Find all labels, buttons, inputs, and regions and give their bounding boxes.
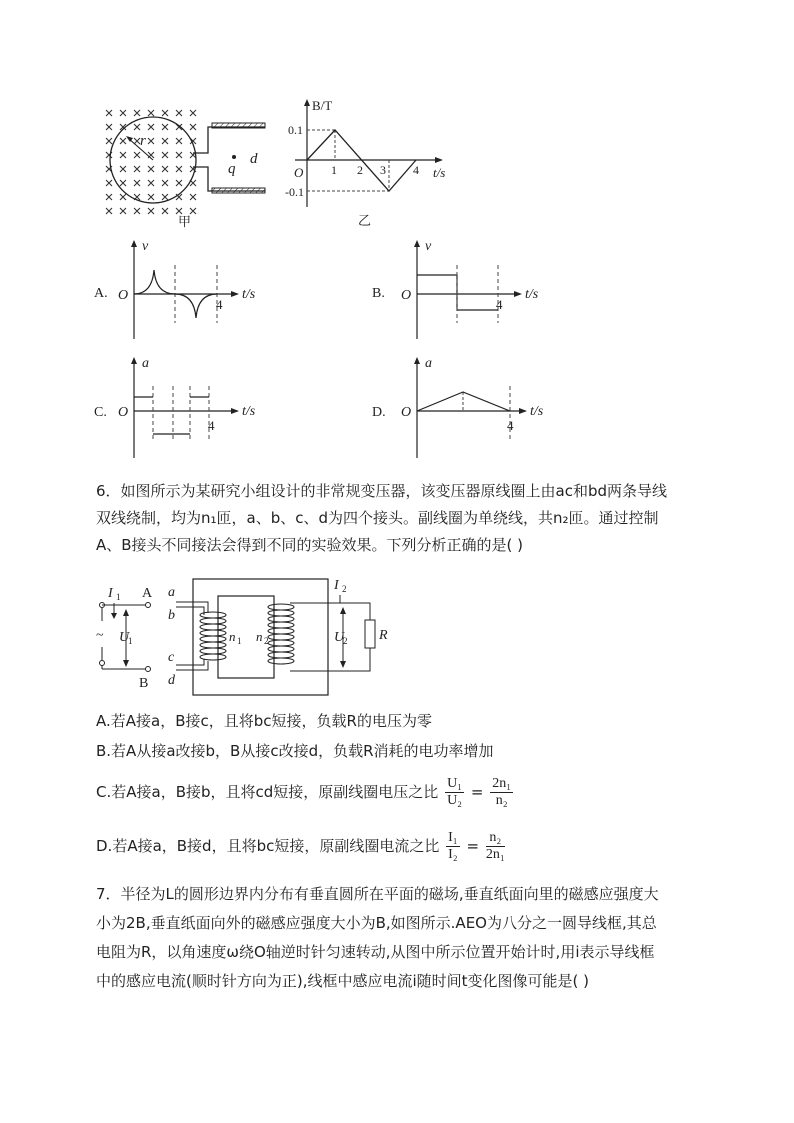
x-tick-4: 4 (507, 418, 514, 433)
q6-option-a[interactable]: A.若A接a，B接c，且将bc短接，负载R的电压为零 (96, 712, 432, 730)
field-cross (162, 138, 168, 144)
field-cross (134, 166, 140, 172)
resistor-label: R (379, 628, 388, 643)
transformer-figure (90, 575, 390, 700)
field-cross (148, 208, 154, 214)
coil-turn (200, 624, 226, 630)
lead-b (176, 607, 204, 615)
option-c-graph (92, 352, 272, 464)
x-tick-4: 4 (208, 418, 215, 433)
field-cross (134, 180, 140, 186)
frac-numerator: I₁ (448, 830, 458, 845)
field-cross (120, 110, 126, 116)
field-cross (176, 138, 182, 144)
x-axis-label: t/s (433, 165, 446, 180)
option-d-label: D. (372, 405, 386, 420)
field-cross (162, 180, 168, 186)
capacitor-plate-bottom (212, 188, 265, 193)
i1-label: I (108, 586, 113, 601)
y-tick-pos: 0.1 (288, 123, 303, 137)
secondary-coil (268, 604, 294, 664)
u1-arrowhead-bottom (123, 660, 129, 667)
frac-numerator: n₂ (486, 830, 505, 847)
magnetic-field-crosses (106, 110, 196, 214)
i1-sub: 1 (116, 592, 121, 602)
field-cross (106, 180, 112, 186)
terminal-b-label: B (139, 676, 149, 691)
q6-option-c-text: C.若A接a，B接b，且将cd短接，原副线圈电压之比 (96, 783, 439, 801)
u2-sub: 2 (343, 636, 348, 646)
y-axis-arrow (304, 99, 310, 106)
secondary-wire-bottom (290, 648, 370, 671)
secondary-wire-top (290, 603, 370, 620)
field-cross (148, 180, 154, 186)
figure-yi-label: 乙 (358, 213, 372, 228)
x-tick-4: 4 (496, 297, 503, 312)
field-cross (106, 124, 112, 130)
u1-arrowhead-top (123, 609, 129, 616)
i2-sub: 2 (342, 584, 347, 594)
x-axis-label: t/s (530, 404, 544, 419)
origin-label: O (294, 165, 304, 180)
field-cross (162, 208, 168, 214)
field-cross (176, 152, 182, 158)
field-cross (148, 110, 154, 116)
u2-arrowhead-top (340, 607, 346, 614)
field-cross (176, 180, 182, 186)
y-axis-arrow (414, 240, 420, 247)
field-cross (148, 124, 154, 130)
charge-dot (232, 155, 236, 159)
q6-option-d-rhs-fraction (486, 830, 505, 863)
field-cross (106, 138, 112, 144)
x-axis-label: t/s (242, 287, 256, 302)
option-a-label: A. (94, 286, 108, 301)
field-cross (162, 166, 168, 172)
option-a-graph (92, 235, 272, 345)
field-cross (120, 208, 126, 214)
x-axis-arrow (514, 291, 522, 297)
field-cross (162, 124, 168, 130)
lead-top (193, 127, 265, 153)
field-cross (134, 152, 140, 158)
field-cross (120, 138, 126, 144)
coil-turn (268, 610, 294, 616)
y-axis-label: v (425, 239, 432, 254)
ac-source-icon: ~ (96, 628, 104, 643)
field-cross (176, 110, 182, 116)
coil-turn (268, 616, 294, 622)
figure-yi (285, 95, 455, 230)
x-tick-4: 4 (216, 297, 223, 312)
x-tick-4: 4 (413, 163, 419, 177)
n1-sub: 1 (237, 636, 242, 646)
u1-sub: 1 (128, 636, 133, 646)
coil-turn (200, 648, 226, 654)
q6-line2: 双线绕制，均为n₁匝，a、b、c、d为四个接头。副线圈为单绕线，共n₂匝。通过控制 (96, 509, 659, 527)
q6-line3: A、B接头不同接法会得到不同的实验效果。下列分析正确的是( ) (96, 536, 524, 554)
i1-arrowhead (111, 613, 117, 619)
origin-label: O (401, 288, 412, 303)
coil-turn (200, 642, 226, 648)
field-cross (162, 110, 168, 116)
q6-option-c-rhs-fraction (490, 776, 513, 809)
frac-denominator: 2n₁ (485, 847, 505, 862)
q7-stem (96, 880, 696, 996)
field-cross (148, 138, 154, 144)
figure-jia-label: 甲 (178, 214, 192, 229)
lead-b-label: b (168, 608, 175, 623)
field-cross (190, 124, 196, 130)
field-cross (190, 110, 196, 116)
y-axis-label: B/T (312, 98, 333, 113)
u2-arrowhead-bottom (340, 661, 346, 668)
y-axis-label: v (142, 239, 149, 254)
option-b-label: B. (372, 286, 385, 301)
terminal-b (146, 667, 151, 672)
q6-option-c[interactable] (96, 776, 515, 809)
lead-c (176, 659, 204, 665)
charge-label: q (228, 161, 236, 177)
field-cross (106, 208, 112, 214)
equals-sign: = (466, 837, 480, 855)
i2-label: I (334, 578, 339, 593)
lead-d-label: d (168, 673, 175, 688)
v-curve-positive (134, 270, 175, 294)
x-tick-3: 3 (380, 163, 386, 177)
frac-denominator: n₂ (495, 793, 508, 808)
u1-label: U (119, 630, 130, 645)
u2-label: U (334, 630, 345, 645)
field-cross (162, 194, 168, 200)
field-cross (148, 166, 154, 172)
field-cross (120, 166, 126, 172)
lead-a-label: a (168, 585, 175, 600)
origin-label: O (118, 405, 129, 420)
coil-turn (268, 640, 294, 646)
q6-option-c-lhs-fraction (445, 776, 464, 809)
x-tick-1: 1 (331, 163, 337, 177)
field-cross (120, 152, 126, 158)
coil-turn (268, 622, 294, 628)
coil-turn (200, 636, 226, 642)
coil-turn (268, 658, 294, 664)
capacitor-plate-top (212, 123, 265, 128)
radius-label: r (140, 133, 146, 149)
coil-turn (268, 652, 294, 658)
field-cross (148, 194, 154, 200)
coil-turn (268, 628, 294, 634)
y-axis-arrow (131, 240, 137, 247)
coil-turn (200, 654, 226, 660)
field-cross (120, 180, 126, 186)
figure-jia (100, 105, 280, 230)
field-cross (106, 110, 112, 116)
q7-line1: 7．半径为L的圆形边界内分布有垂直圆所在平面的磁场,垂直纸面向里的磁感应强度大 (96, 885, 659, 903)
x-axis-arrow (519, 408, 527, 414)
n2-label: n (256, 629, 263, 644)
q7-line4: 中的感应电流(顺时针方向为正),线框中感应电流i随时间t变化图像可能是( ) (96, 972, 589, 990)
y-axis-label: a (142, 356, 149, 371)
x-tick-2: 2 (357, 163, 363, 177)
coil-turn (200, 618, 226, 624)
x-axis-label: t/s (242, 404, 256, 419)
q6-option-d-lhs-fraction (446, 830, 460, 863)
y-axis-arrow (131, 357, 137, 364)
x-axis-arrow (231, 408, 239, 414)
n2-sub: 2 (264, 636, 269, 646)
field-cross (120, 194, 126, 200)
frac-denominator: U₂ (447, 793, 463, 808)
q7-line2: 小为2B,垂直纸面向外的磁感应强度大小为B,如图所示.AEO为八分之一圆导线框,其总 (96, 914, 657, 932)
coil-turn (200, 630, 226, 636)
field-cross (106, 194, 112, 200)
x-axis-arrow (435, 157, 443, 163)
q7-line3: 电阻为R，以角速度ω绕O轴逆时针匀速转动,从图中所示位置开始计时,用i表示导线框 (96, 943, 655, 961)
origin-label: O (401, 405, 412, 420)
n1-label: n (229, 629, 236, 644)
frac-numerator: U₁ (447, 776, 463, 791)
lead-c-label: c (168, 650, 175, 665)
field-cross (176, 166, 182, 172)
field-cross (134, 208, 140, 214)
q6-option-b[interactable]: B.若A从接a改接b，B从接c改接d，负载R消耗的电功率增加 (96, 742, 494, 760)
y-tick-neg: -0.1 (285, 185, 304, 199)
source-node-bottom (100, 661, 105, 666)
x-axis-label: t/s (525, 287, 539, 302)
option-d-graph (370, 352, 560, 464)
field-cross (190, 194, 196, 200)
y-axis-label: a (425, 356, 432, 371)
q6-stem (96, 478, 696, 559)
field-cross (134, 124, 140, 130)
v-curve-negative (175, 294, 217, 318)
frac-denominator: I₂ (448, 847, 458, 862)
equals-sign: = (470, 783, 484, 801)
q6-option-d-text: D.若A接a，B接d，且将bc短接，原副线圈电流之比 (96, 837, 440, 855)
frac-numerator: 2n₁ (492, 776, 512, 791)
y-axis-arrow (414, 357, 420, 364)
coil-turn (268, 604, 294, 610)
resistor (365, 620, 375, 648)
coil-turn (268, 646, 294, 652)
distance-label: d (250, 151, 258, 167)
field-cross (162, 152, 168, 158)
coil-turn (268, 634, 294, 640)
origin-label: O (118, 288, 129, 303)
field-cross (134, 110, 140, 116)
q6-line1: 6．如图所示为某研究小组设计的非常规变压器，该变压器原线圈上由ac和bd两条导线 (96, 482, 668, 500)
x-axis-arrow (231, 291, 239, 297)
option-c-label: C. (94, 405, 107, 420)
q6-option-d[interactable] (96, 830, 507, 863)
terminal-a-label: A (142, 586, 153, 601)
primary-coil (200, 612, 226, 660)
option-b-graph (370, 235, 550, 345)
terminal-a (146, 603, 151, 608)
